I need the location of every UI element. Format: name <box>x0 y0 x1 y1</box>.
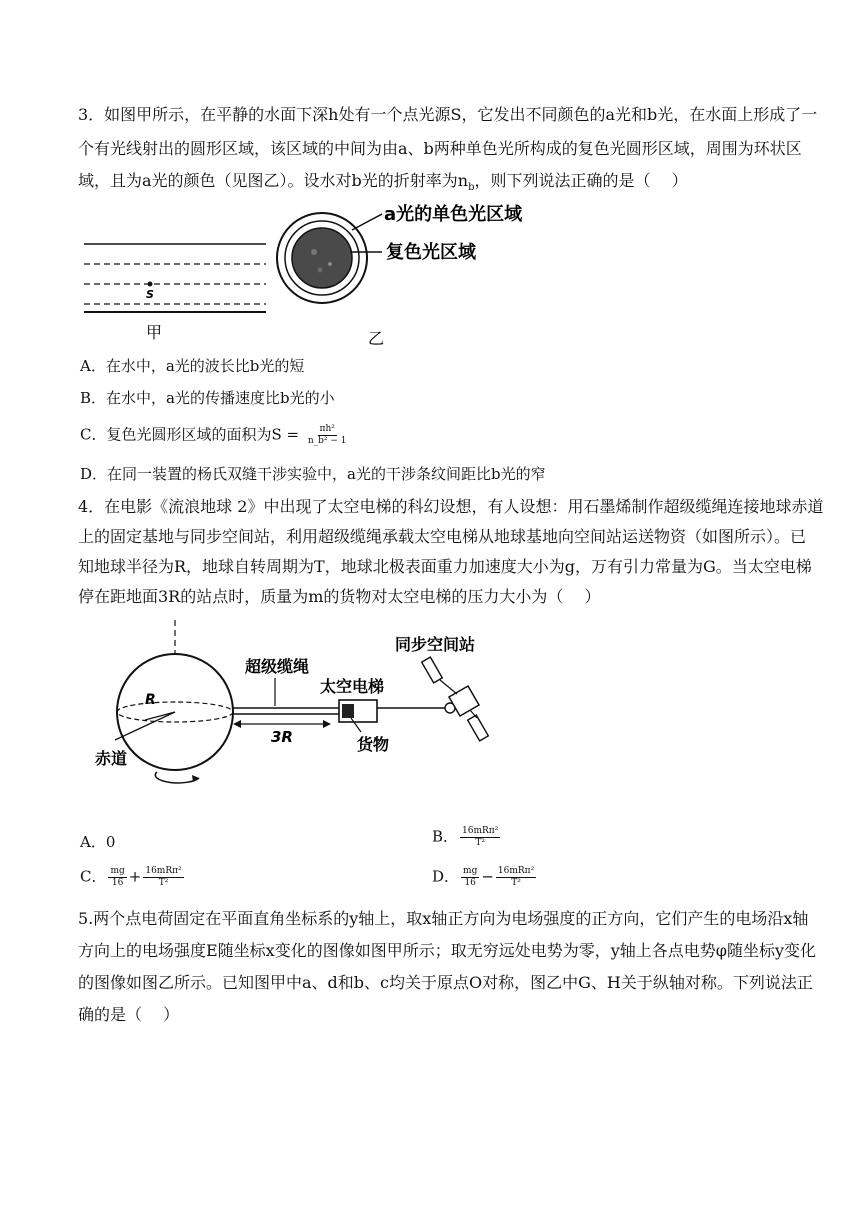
q5-line-2: 方向上的电场强度E随坐标x变化的图像如图甲所示；取无穷远处电势为零，y轴上各点电势φ随坐标y变化 <box>78 941 816 960</box>
solar-panel-bottom <box>468 715 489 741</box>
q5-line-4: 确的是（ ） <box>78 1005 180 1024</box>
q4-option-c: C． $\frac{mg}{16}$ + $\frac{\text{16mRπ²}}{\text{T²}}$ <box>80 866 182 888</box>
q4-option-d: D． $\frac{mg}{16}$ − $\frac{\text{16mRπ²}}{\text{T²}}$ <box>432 866 535 888</box>
label-r: R <box>145 692 156 708</box>
label-a-region: a光的单色光区域 <box>384 204 523 225</box>
q5-line-1: 5.两个点电荷固定在平面直角坐标系的y轴上，取x轴正方向为电场强度的正方向，它们产生的电场沿x轴 <box>78 909 809 928</box>
q4-line-1: 4．在电影《流浪地球 2》中出现了太空电梯的科幻设想，有人设想：用石墨烯制作超级缆绳连接地球赤道 <box>78 497 824 516</box>
label-mix-region: 复色光区域 <box>386 242 476 263</box>
label-yi: 乙 <box>368 329 385 348</box>
q3-option-c: C．复色光圆形区域的面积为S = $\frac{\text{πh²}}{\text{n\_b² − 1}}$ <box>80 424 347 446</box>
q3-line-3: 域，且为a光的颜色（见图乙）。设水对b光的折射率为$n_b$，则下列说法正确的是（ ） <box>78 171 688 194</box>
q3-option-b: B．在水中，a光的传播速度比b光的小 <box>80 389 335 407</box>
figure-yi <box>270 200 560 350</box>
q4-option-b: B． $\frac{\text{16mRπ²}}{\text{T²}}$ <box>432 826 499 848</box>
solar-panel-top <box>422 657 443 683</box>
figure-jia <box>80 236 270 346</box>
q4-line-3: 知地球半径为R，地球自转周期为T，地球北极表面重力加速度大小为g，万有引力常量为G。当太空电梯 <box>78 557 812 576</box>
label-elevator: 太空电梯 <box>320 677 385 696</box>
q4-option-a: A．0 <box>80 833 116 851</box>
label-s: S <box>146 288 154 301</box>
mixed-light-disc <box>292 228 352 288</box>
q3-line-1: 3．如图甲所示，在平静的水面下深h处有一个点光源S，它发出不同颜色的a光和b光，在水面上形成了一 <box>78 105 818 124</box>
label-jia: 甲 <box>146 323 163 342</box>
label-3r: 3R <box>271 728 293 746</box>
q3-option-d: D．在同一装置的杨氏双缝干涉实验中，a光的干涉条纹间距比b光的窄 <box>80 465 546 483</box>
cargo-block <box>342 704 354 718</box>
label-cable: 超级缆绳 <box>245 657 310 676</box>
light-source-dot <box>148 282 153 287</box>
area-formula: $\frac{\text{πh²}}{\text{n\_b² − 1}}$ <box>307 424 347 446</box>
label-equator: 赤道 <box>95 749 128 768</box>
figure-space-elevator <box>95 620 515 800</box>
q5-line-3: 的图像如图乙所示。已知图甲中a、d和b、c均关于原点O对称，图乙中G、H关于纵轴对称。下列说法正 <box>78 973 813 992</box>
q4-line-4: 停在距地面3R的站点时，质量为m的货物对太空电梯的压力大小为（ ） <box>78 587 601 606</box>
q3-option-a: A．在水中，a光的波长比b光的短 <box>80 357 305 375</box>
nb-subscript: b <box>468 182 475 194</box>
label-cargo: 货物 <box>357 735 390 754</box>
label-station: 同步空间站 <box>395 635 476 654</box>
q3-line-2: 个有光线射出的圆形区域，该区域的中间为由a、b两种单色光所构成的复色光圆形区域，周围为环状区 <box>78 139 802 158</box>
q4-line-2: 上的固定基地与同步空间站，利用超级缆绳承载太空电梯从地球基地向空间站运送物资（如图所示）。已 <box>78 527 807 546</box>
